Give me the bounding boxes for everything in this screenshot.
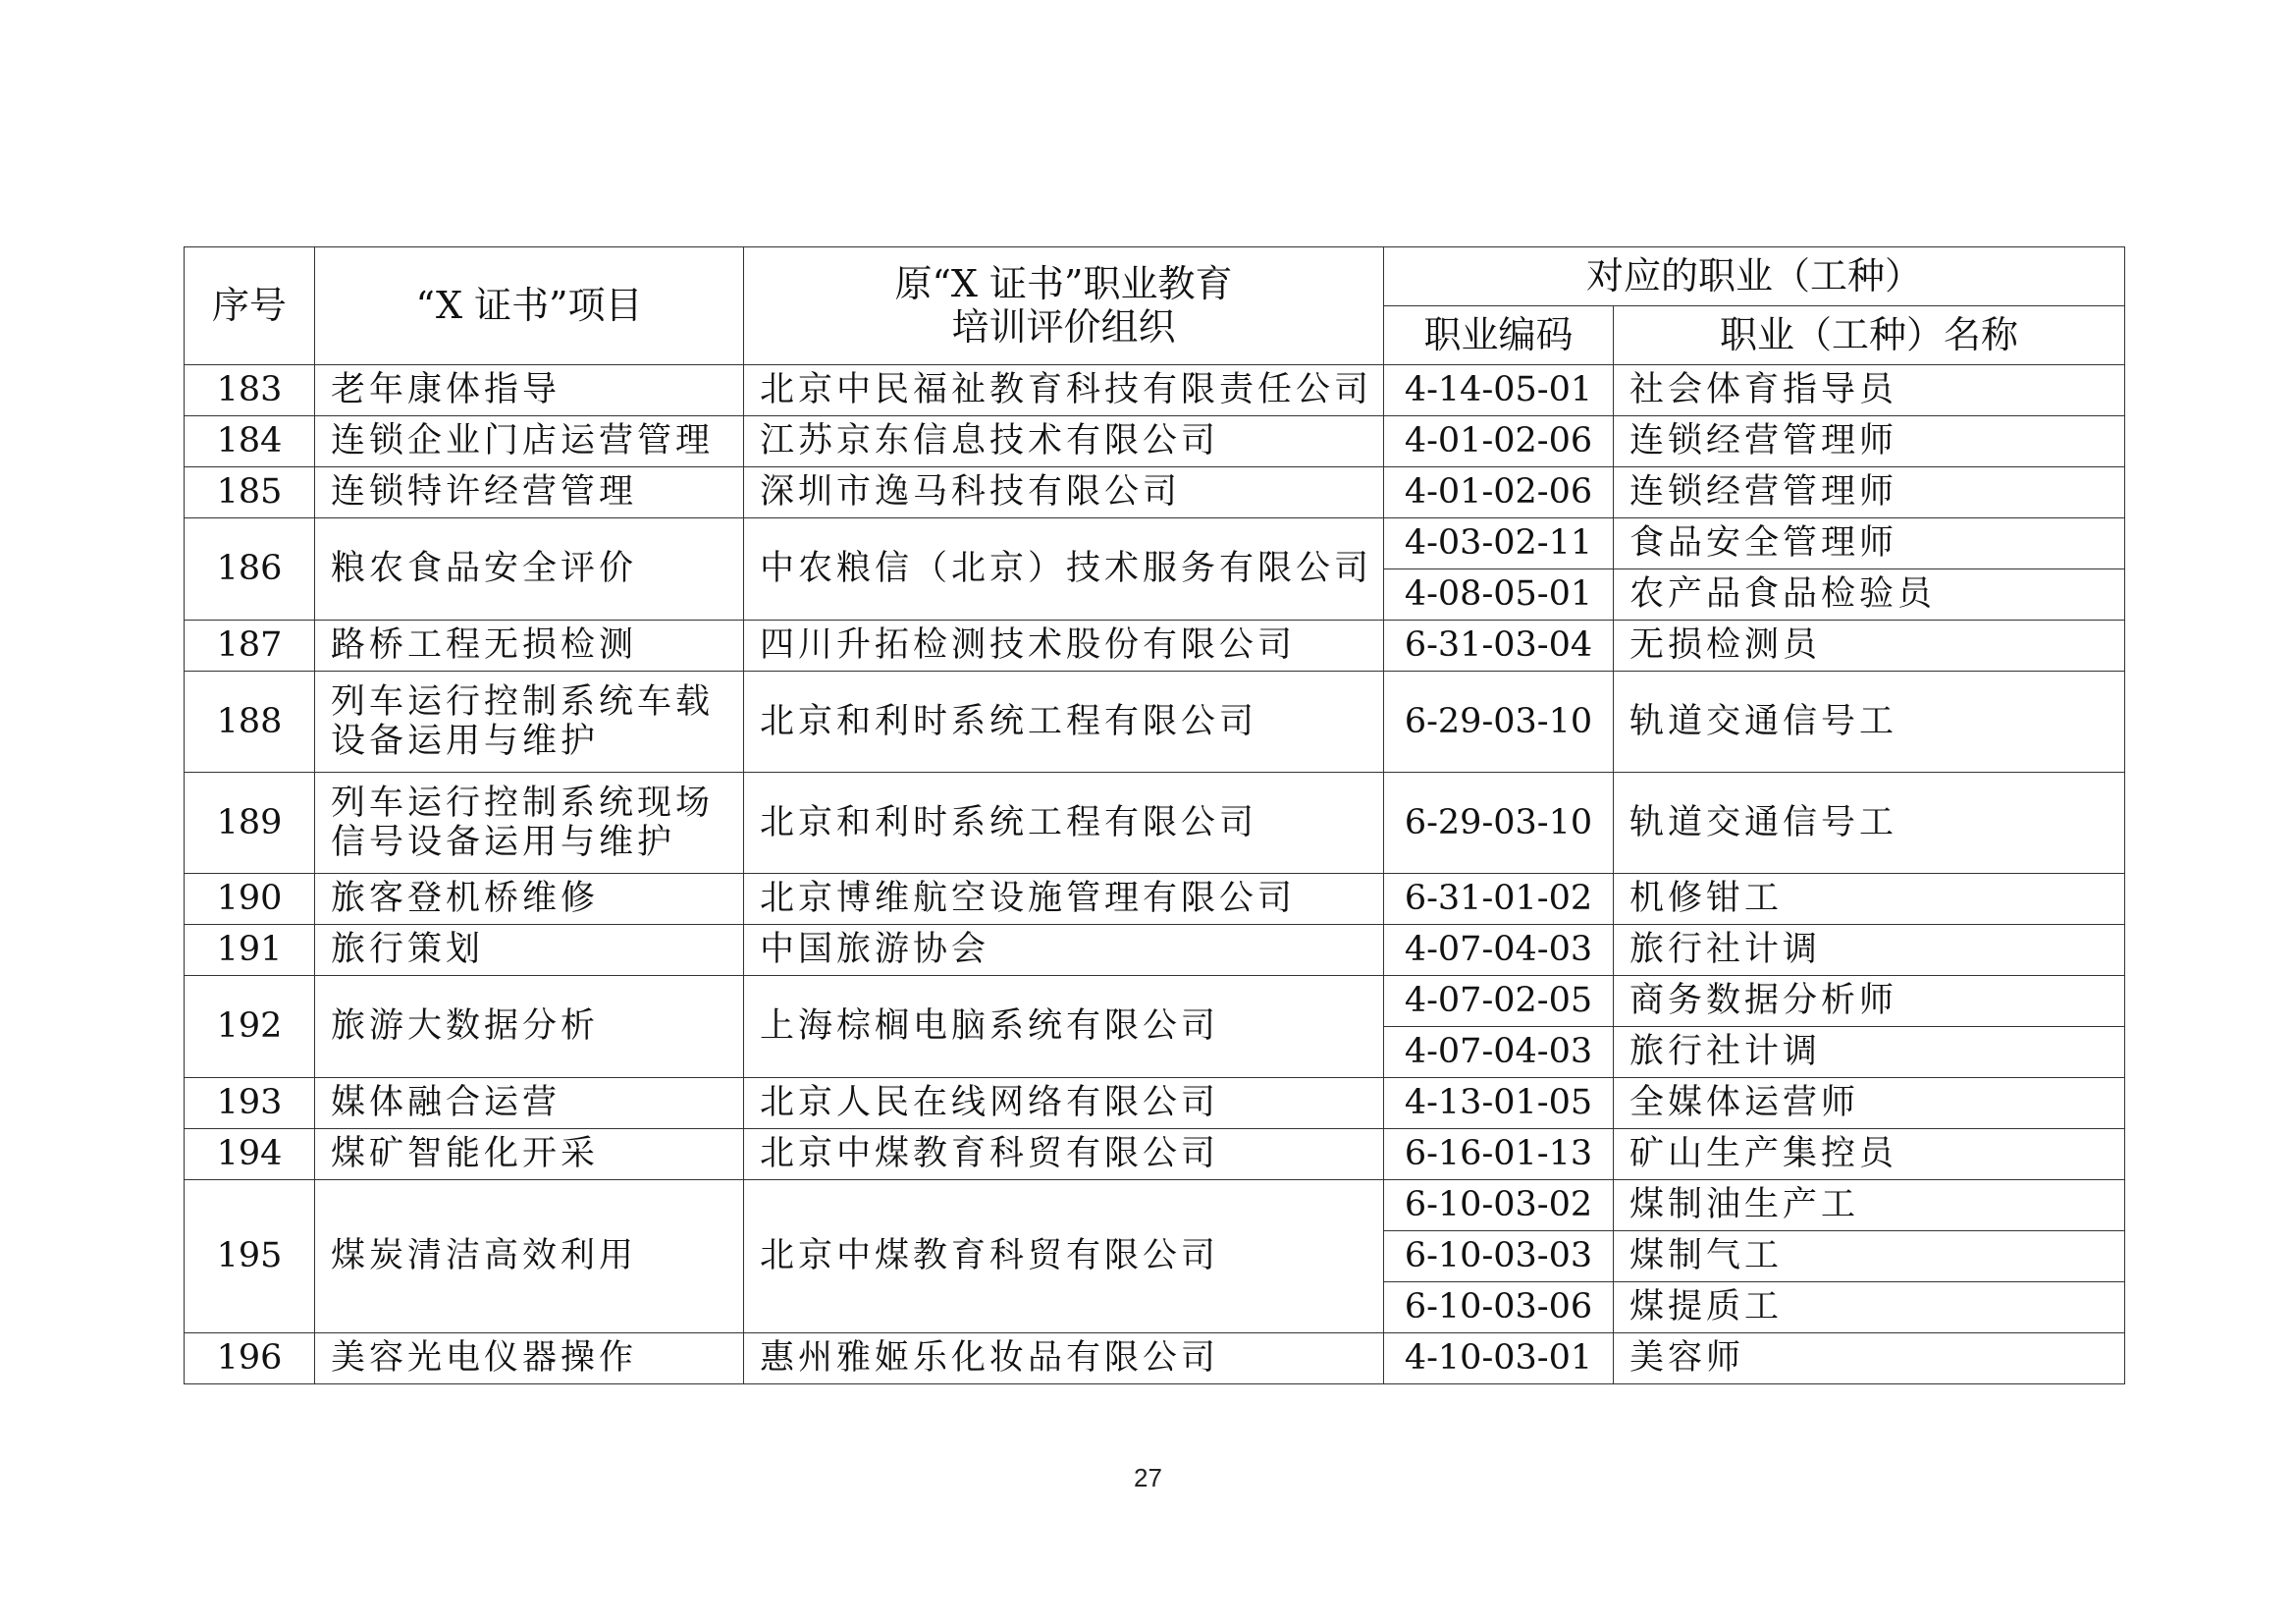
cell-occupation-code: 4-07-02-05 [1384, 976, 1614, 1027]
header-project: “X 证书”项目 [315, 247, 744, 365]
header-name: 职业（工种）名称 [1614, 306, 2125, 365]
cell-seq: 186 [185, 518, 315, 621]
cell-org: 北京中民福祉教育科技有限责任公司 [744, 365, 1384, 416]
cell-occupation-name: 商务数据分析师 [1614, 976, 2125, 1027]
header-seq: 序号 [185, 247, 315, 365]
cell-occupation-code: 4-08-05-01 [1384, 569, 1614, 621]
cell-org: 北京中煤教育科贸有限公司 [744, 1129, 1384, 1180]
cell-occupation-code: 4-13-01-05 [1384, 1078, 1614, 1129]
cell-project-text: 连锁特许经营管理 [331, 472, 638, 513]
cell-project [315, 621, 744, 672]
cell-occupation-name: 轨道交通信号工 [1614, 672, 2125, 773]
cell-project [315, 467, 744, 518]
cell-occupation-name: 社会体育指导员 [1614, 365, 2125, 416]
cell-occupation-name: 全媒体运营师 [1614, 1078, 2125, 1129]
table-row [185, 672, 2125, 773]
header-occupation: 对应的职业（工种） [1384, 247, 2125, 306]
cell-occupation-code: 6-16-01-13 [1384, 1129, 1614, 1180]
cell-occupation-code: 4-07-04-03 [1384, 1027, 1614, 1078]
cell-project [315, 1078, 744, 1129]
cell-project-text: 粮农食品安全评价 [331, 549, 638, 589]
cell-project-text: 旅客登机桥维修 [331, 879, 600, 919]
cell-project [315, 1129, 744, 1180]
cell-occupation-name: 轨道交通信号工 [1614, 773, 2125, 874]
cell-project-text: 老年康体指导 [331, 370, 561, 410]
cell-seq: 195 [185, 1180, 315, 1333]
cell-occupation-code: 4-10-03-01 [1384, 1333, 1614, 1384]
occupation-mapping-table [184, 246, 2125, 1384]
cell-project-text: 煤炭清洁高效利用 [331, 1236, 638, 1276]
cell-seq: 192 [185, 976, 315, 1078]
table-body [185, 365, 2125, 1384]
cell-seq: 188 [185, 672, 315, 773]
cell-occupation-name: 农产品食品检验员 [1614, 569, 2125, 621]
table-header [185, 247, 2125, 365]
table-row [185, 773, 2125, 874]
cell-project-text: 列车运行控制系统现场 信号设备运用与维护 [331, 783, 715, 862]
header-org-line2: 培训评价组织 [951, 304, 1176, 349]
cell-project [315, 672, 744, 773]
cell-occupation-code: 4-03-02-11 [1384, 518, 1614, 569]
cell-seq: 196 [185, 1333, 315, 1384]
cell-seq: 190 [185, 874, 315, 925]
header-org-line1: 原“X 证书”职业教育 [894, 261, 1233, 305]
table-row [185, 1078, 2125, 1129]
cell-seq: 193 [185, 1078, 315, 1129]
cell-org: 江苏京东信息技术有限公司 [744, 416, 1384, 467]
cell-occupation-code: 6-10-03-06 [1384, 1282, 1614, 1333]
table-row [185, 1180, 2125, 1231]
header-org [744, 247, 1384, 365]
cell-org: 北京博维航空设施管理有限公司 [744, 874, 1384, 925]
cell-project-text: 列车运行控制系统车载 设备运用与维护 [331, 681, 715, 761]
cell-org: 上海棕榈电脑系统有限公司 [744, 976, 1384, 1078]
table-row [185, 976, 2125, 1027]
table-row [185, 874, 2125, 925]
cell-seq: 189 [185, 773, 315, 874]
cell-org: 北京和利时系统工程有限公司 [744, 773, 1384, 874]
cell-project-text: 煤矿智能化开采 [331, 1134, 600, 1174]
cell-occupation-name: 无损检测员 [1614, 621, 2125, 672]
cell-occupation-code: 6-31-01-02 [1384, 874, 1614, 925]
cell-occupation-name: 机修钳工 [1614, 874, 2125, 925]
cell-occupation-name: 食品安全管理师 [1614, 518, 2125, 569]
cell-project [315, 874, 744, 925]
cell-occupation-name: 旅行社计调 [1614, 1027, 2125, 1078]
cell-occupation-code: 4-01-02-06 [1384, 416, 1614, 467]
cell-occupation-code: 6-29-03-10 [1384, 773, 1614, 874]
table-row [185, 518, 2125, 569]
cell-project-text: 旅游大数据分析 [331, 1006, 600, 1047]
cell-occupation-code: 6-10-03-02 [1384, 1180, 1614, 1231]
cell-occupation-name: 连锁经营管理师 [1614, 467, 2125, 518]
table-row [185, 365, 2125, 416]
cell-occupation-code: 6-31-03-04 [1384, 621, 1614, 672]
cell-seq: 194 [185, 1129, 315, 1180]
cell-org: 中农粮信（北京）技术服务有限公司 [744, 518, 1384, 621]
cell-project [315, 1180, 744, 1333]
cell-project [315, 365, 744, 416]
table-row [185, 925, 2125, 976]
cell-occupation-name: 煤制气工 [1614, 1231, 2125, 1282]
cell-occupation-name: 连锁经营管理师 [1614, 416, 2125, 467]
cell-project [315, 976, 744, 1078]
cell-project [315, 1333, 744, 1384]
cell-project [315, 518, 744, 621]
cell-occupation-code: 4-14-05-01 [1384, 365, 1614, 416]
cell-project-text: 旅行策划 [331, 930, 485, 970]
cell-occupation-code: 6-29-03-10 [1384, 672, 1614, 773]
cell-project [315, 925, 744, 976]
cell-project-text: 连锁企业门店运营管理 [331, 421, 715, 461]
cell-project-text: 媒体融合运营 [331, 1083, 561, 1123]
table-row [185, 1333, 2125, 1384]
cell-org: 深圳市逸马科技有限公司 [744, 467, 1384, 518]
cell-seq: 184 [185, 416, 315, 467]
table-row [185, 416, 2125, 467]
cell-occupation-name: 旅行社计调 [1614, 925, 2125, 976]
cell-seq: 185 [185, 467, 315, 518]
header-code: 职业编码 [1384, 306, 1614, 365]
cell-org: 北京中煤教育科贸有限公司 [744, 1180, 1384, 1333]
table-row [185, 621, 2125, 672]
cell-occupation-code: 4-07-04-03 [1384, 925, 1614, 976]
cell-occupation-name: 煤提质工 [1614, 1282, 2125, 1333]
table-row [185, 467, 2125, 518]
cell-occupation-name: 矿山生产集控员 [1614, 1129, 2125, 1180]
page-number: 27 [1134, 1463, 1162, 1492]
cell-occupation-name: 煤制油生产工 [1614, 1180, 2125, 1231]
cell-project-text: 美容光电仪器操作 [331, 1338, 638, 1379]
cell-project [315, 773, 744, 874]
cell-seq: 183 [185, 365, 315, 416]
cell-org: 北京和利时系统工程有限公司 [744, 672, 1384, 773]
cell-occupation-code: 6-10-03-03 [1384, 1231, 1614, 1282]
cell-org: 四川升拓检测技术股份有限公司 [744, 621, 1384, 672]
cell-occupation-name: 美容师 [1614, 1333, 2125, 1384]
cell-project [315, 416, 744, 467]
cell-seq: 191 [185, 925, 315, 976]
cell-org: 中国旅游协会 [744, 925, 1384, 976]
table-row [185, 1129, 2125, 1180]
cell-org: 北京人民在线网络有限公司 [744, 1078, 1384, 1129]
cell-occupation-code: 4-01-02-06 [1384, 467, 1614, 518]
cell-project-text: 路桥工程无损检测 [331, 625, 638, 666]
cell-org: 惠州雅姬乐化妆品有限公司 [744, 1333, 1384, 1384]
cell-seq: 187 [185, 621, 315, 672]
